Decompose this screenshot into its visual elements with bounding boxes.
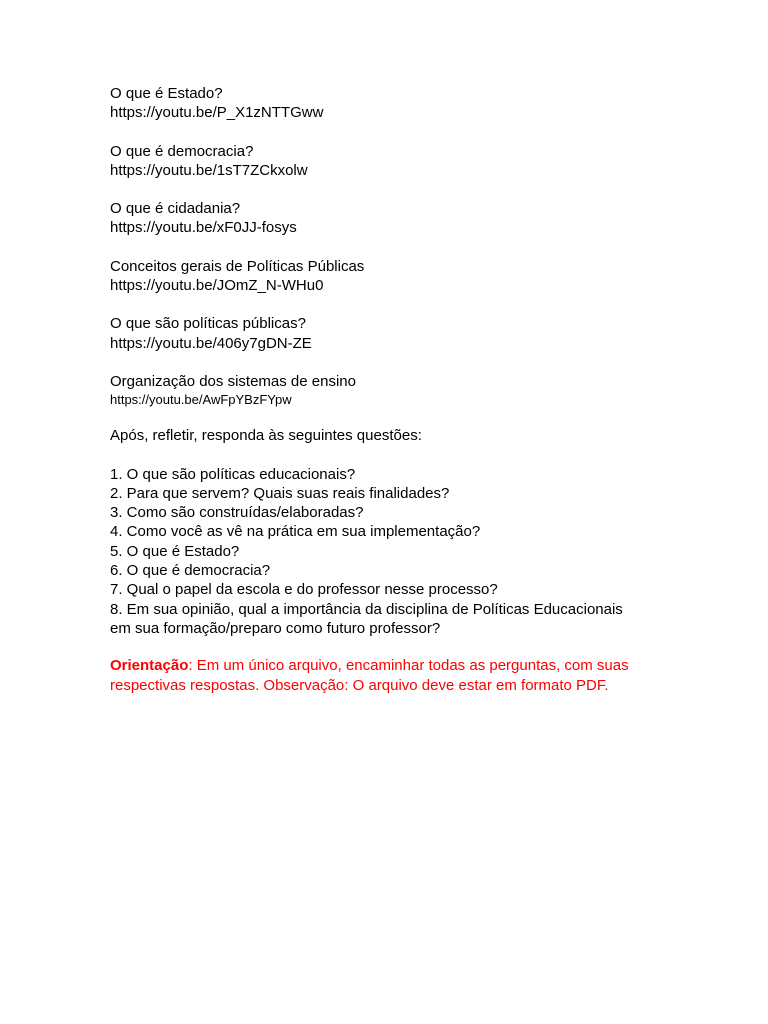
spacer bbox=[110, 638, 670, 656]
video-link[interactable]: https://youtu.be/1sT7ZCkxolw bbox=[110, 161, 308, 179]
instructions-intro: Após, refletir, responda às seguintes questões: bbox=[110, 427, 422, 445]
orientation-text-line2: respectivas respostas. Observação: O arquivo deve estar em formato PDF. bbox=[110, 676, 609, 694]
video-title: O que são políticas públicas? bbox=[110, 315, 306, 333]
question-item: 8. Em sua opinião, qual a importância da disciplina de Políticas Educacionais bbox=[110, 600, 623, 618]
spacer bbox=[110, 353, 670, 372]
document-body bbox=[110, 84, 670, 695]
spacer bbox=[110, 123, 670, 142]
spacer bbox=[110, 446, 670, 465]
video-entry bbox=[110, 84, 670, 123]
video-entry bbox=[110, 314, 670, 353]
questions-list bbox=[110, 465, 670, 639]
video-link[interactable]: https://youtu.be/xF0JJ-fosys bbox=[110, 219, 297, 237]
question-item: 5. O que é Estado? bbox=[110, 542, 240, 560]
question-item: 1. O que são políticas educacionais? bbox=[110, 465, 356, 483]
video-link[interactable]: https://youtu.be/AwFpYBzFYpw bbox=[110, 392, 292, 408]
question-item-continuation: em sua formação/preparo como futuro professor? bbox=[110, 619, 441, 637]
video-entry bbox=[110, 257, 670, 296]
video-title: Conceitos gerais de Políticas Públicas bbox=[110, 257, 365, 275]
video-entry bbox=[110, 142, 670, 181]
spacer bbox=[110, 408, 670, 426]
video-link[interactable]: https://youtu.be/406y7gDN-ZE bbox=[110, 334, 312, 352]
spacer bbox=[110, 180, 670, 199]
spacer bbox=[110, 295, 670, 314]
question-item: 7. Qual o papel da escola e do professor nesse processo? bbox=[110, 581, 498, 599]
orientation-note bbox=[110, 656, 670, 695]
orientation-text-line1: : Em um único arquivo, encaminhar todas as perguntas, com suas bbox=[188, 657, 629, 675]
video-title: Organização dos sistemas de ensino bbox=[110, 372, 356, 390]
question-item: 4. Como você as vê na prática em sua implementação? bbox=[110, 523, 481, 541]
question-item: 3. Como são construídas/elaboradas? bbox=[110, 504, 364, 522]
question-item: 6. O que é democracia? bbox=[110, 562, 271, 580]
orientation-label: Orientação bbox=[110, 657, 189, 675]
question-item: 2. Para que servem? Quais suas reais finalidades? bbox=[110, 484, 450, 502]
video-title: O que é democracia? bbox=[110, 142, 254, 160]
video-link[interactable]: https://youtu.be/JOmZ_N-WHu0 bbox=[110, 277, 324, 295]
video-title: O que é cidadania? bbox=[110, 200, 241, 218]
video-entry bbox=[110, 372, 670, 408]
spacer bbox=[110, 238, 670, 257]
video-link[interactable]: https://youtu.be/P_X1zNTTGww bbox=[110, 104, 324, 122]
video-title: O que é Estado? bbox=[110, 85, 223, 102]
video-entry bbox=[110, 199, 670, 238]
